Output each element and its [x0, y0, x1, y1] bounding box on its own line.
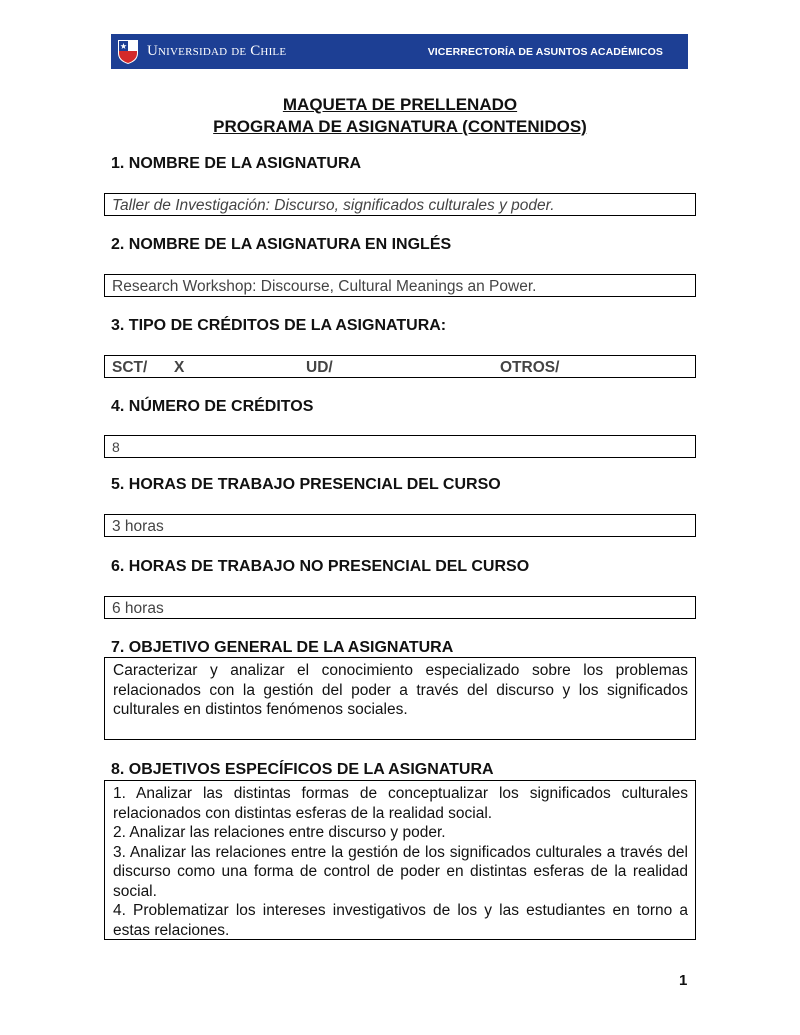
course-name-english-field: Research Workshop: Discourse, Cultural Meanings an Power.	[104, 274, 696, 297]
specific-objective-item: 2. Analizar las relaciones entre discurso y poder.	[113, 824, 446, 841]
header-banner	[111, 34, 688, 69]
section-7-heading: 7. OBJETIVO GENERAL DE LA ASIGNATURA	[111, 639, 454, 656]
otros-label: OTROS/	[500, 359, 560, 376]
section-2-heading: 2. NOMBRE DE LA ASIGNATURA EN INGLÉS	[111, 236, 452, 253]
vice-rectorate-label: VICERRECTORÍA DE ASUNTOS ACADÉMICOS	[427, 45, 663, 58]
ud-label: UD/	[306, 359, 333, 376]
page-number: 1	[679, 972, 688, 989]
university-crest-icon	[117, 38, 139, 65]
credit-type-field	[104, 355, 696, 378]
section-8-heading: 8. OBJETIVOS ESPECÍFICOS DE LA ASIGNATURA	[111, 761, 494, 778]
document-title-line2: PROGRAMA DE ASIGNATURA (CONTENIDOS)	[213, 117, 587, 136]
specific-objective-item: 4. Problematizar los intereses investigativos de los y las estudiantes en torno a estas relaciones.	[113, 902, 688, 939]
general-objective-text: Caracterizar y analizar el conocimiento especializado sobre los problemas relacionados con la gestión del poder a través del discurso y los significados culturales en distintos fenómenos sociales.	[113, 662, 688, 718]
specific-objectives-field	[104, 780, 696, 940]
section-5-heading: 5. HORAS DE TRABAJO PRESENCIAL DEL CURSO	[111, 476, 501, 493]
sct-mark: X	[174, 359, 185, 376]
document-title-line1: MAQUETA DE PRELLENADO	[282, 95, 518, 114]
section-4-heading: 4. NÚMERO DE CRÉDITOS	[111, 398, 314, 415]
section-6-heading: 6. HORAS DE TRABAJO NO PRESENCIAL DEL CURSO	[111, 558, 530, 575]
specific-objective-item: 3. Analizar las relaciones entre la gestión de los significados culturales a través del discurso como una forma de control de poder en distintas esferas de la realidad social.	[113, 843, 688, 900]
course-name-field: Taller de Investigación: Discurso, significados culturales y poder.	[104, 193, 696, 216]
non-presential-hours-field: 6 horas	[104, 596, 696, 619]
presential-hours-field: 3 horas	[104, 514, 696, 537]
specific-objective-item: 1. Analizar las distintas formas de conceptualizar los significados culturales relacionados con distintas esferas de la realidad social.	[113, 785, 688, 822]
sct-label: SCT/	[112, 359, 148, 376]
general-objective-field	[104, 657, 696, 740]
section-3-heading: 3. TIPO DE CRÉDITOS DE LA ASIGNATURA:	[111, 317, 447, 334]
university-name: Universidad de Chile	[147, 43, 287, 59]
credits-number-field: 8	[104, 435, 696, 458]
section-1-heading: 1. NOMBRE DE LA ASIGNATURA	[111, 155, 362, 172]
